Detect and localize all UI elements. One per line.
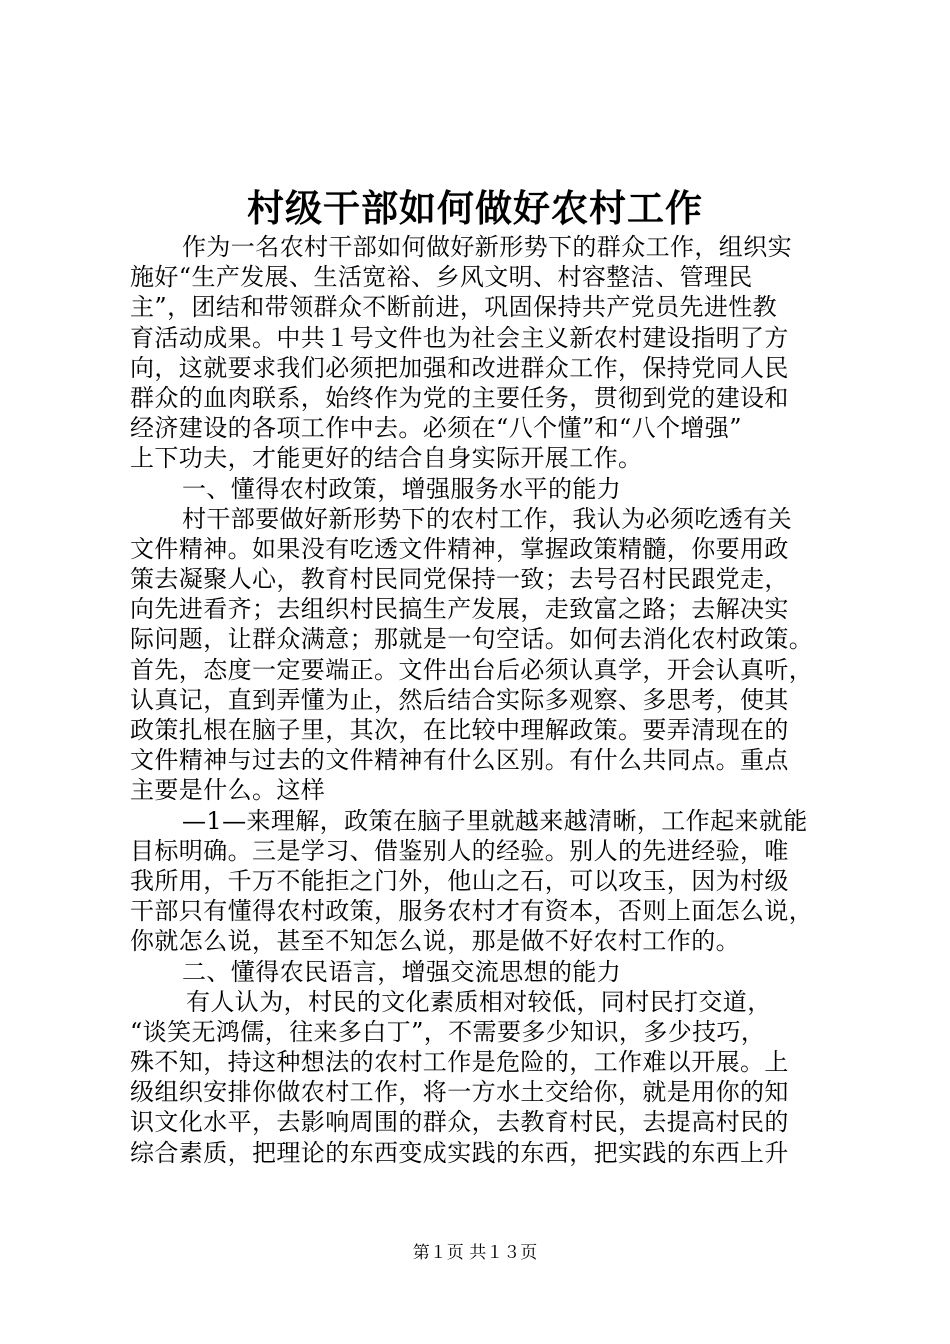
text-line: 经济建设的各项工作中去。必须在“八个懂”和“八个增强”: [130, 414, 742, 443]
text-line: 目标明确。三是学习、借鉴别人的经验。别人的先进经验，唯: [130, 836, 789, 865]
text-line: 级组织安排你做农村工作，将一方水土交给你，就是用你的知: [130, 1078, 789, 1107]
text-line: 主”，团结和带领群众不断前进，巩固保持共产党员先进性教: [130, 293, 778, 322]
text-line: 文件精神与过去的文件精神有什么区别。有什么共同点。重点: [130, 746, 789, 775]
page-footer: 第１页 共１３页: [412, 1243, 538, 1263]
text-line: 策去凝聚人心，教育村民同党保持一致；去号召村民跟党走，: [130, 565, 789, 594]
text-line: “谈笑无鸿儒，往来多白丁”，不需要多少知识，多少技巧，: [130, 1017, 766, 1046]
text-line: —1—来理解，政策在脑子里就越来越清晰，工作起来就能: [182, 806, 808, 835]
text-line: 群众的血肉联系，始终作为党的主要任务，贯彻到党的建设和: [130, 383, 789, 412]
text-line: 施好“生产发展、生活宽裕、乡风文明、村容整洁、管理民: [130, 263, 753, 292]
section-heading: 二、懂得农民语言，增强交流思想的能力: [182, 957, 622, 986]
text-line: 首先，态度一定要端正。文件出台后必须认真学，开会认真听，: [130, 655, 814, 684]
text-line: 文件精神。如果没有吃透文件精神，掌握政策精髓，你要用政: [130, 534, 789, 563]
text-line: 作为一名农村干部如何做好新形势下的群众工作，组织实: [182, 233, 792, 261]
text-line: 有人认为，村民的文化素质相对较低，同村民打交道，: [186, 987, 772, 1016]
text-line: 上下功夫，才能更好的结合自身实际开展工作。: [130, 444, 643, 473]
text-line: 综合素质，把理论的东西变成实践的东西，把实践的东西上升: [130, 1138, 789, 1167]
section-heading: 一、懂得农村政策，增强服务水平的能力: [182, 474, 622, 503]
text-line: 殊不知，持这种想法的农村工作是危险的，工作难以开展。上: [130, 1048, 789, 1077]
text-line: 育活动成果。中共１号文件也为社会主义新农村建设指明了方: [130, 323, 789, 352]
text-line: 主要是什么。这样: [130, 776, 326, 805]
text-line: 识文化水平，去影响周围的群众，去教育村民，去提高村民的: [130, 1108, 789, 1137]
text-line: 村干部要做好新形势下的农村工作，我认为必须吃透有关: [182, 504, 792, 533]
text-line: 认真记，直到弄懂为止，然后结合实际多观察、多思考，使其: [130, 685, 789, 714]
document-body: [130, 232, 828, 1168]
text-line: 向先进看齐；去组织村民搞生产发展，走致富之路；去解决实: [130, 595, 789, 624]
text-line: 我所用，千万不能拒之门外，他山之石，可以攻玉，因为村级: [130, 866, 789, 895]
text-line: 政策扎根在脑子里，其次，在比较中理解政策。要弄清现在的: [130, 716, 789, 744]
text-line: 干部只有懂得农村政策，服务农村才有资本，否则上面怎么说，: [130, 897, 814, 926]
document-title: 村级干部如何做好农村工作: [247, 186, 703, 230]
text-line: 际问题，让群众满意；那就是一句空话。如何去消化农村政策。: [130, 625, 814, 654]
text-line: 你就怎么说，甚至不知怎么说，那是做不好农村工作的。: [130, 927, 740, 956]
text-line: 向，这就要求我们必须把加强和改进群众工作，保持党同人民: [130, 353, 789, 382]
